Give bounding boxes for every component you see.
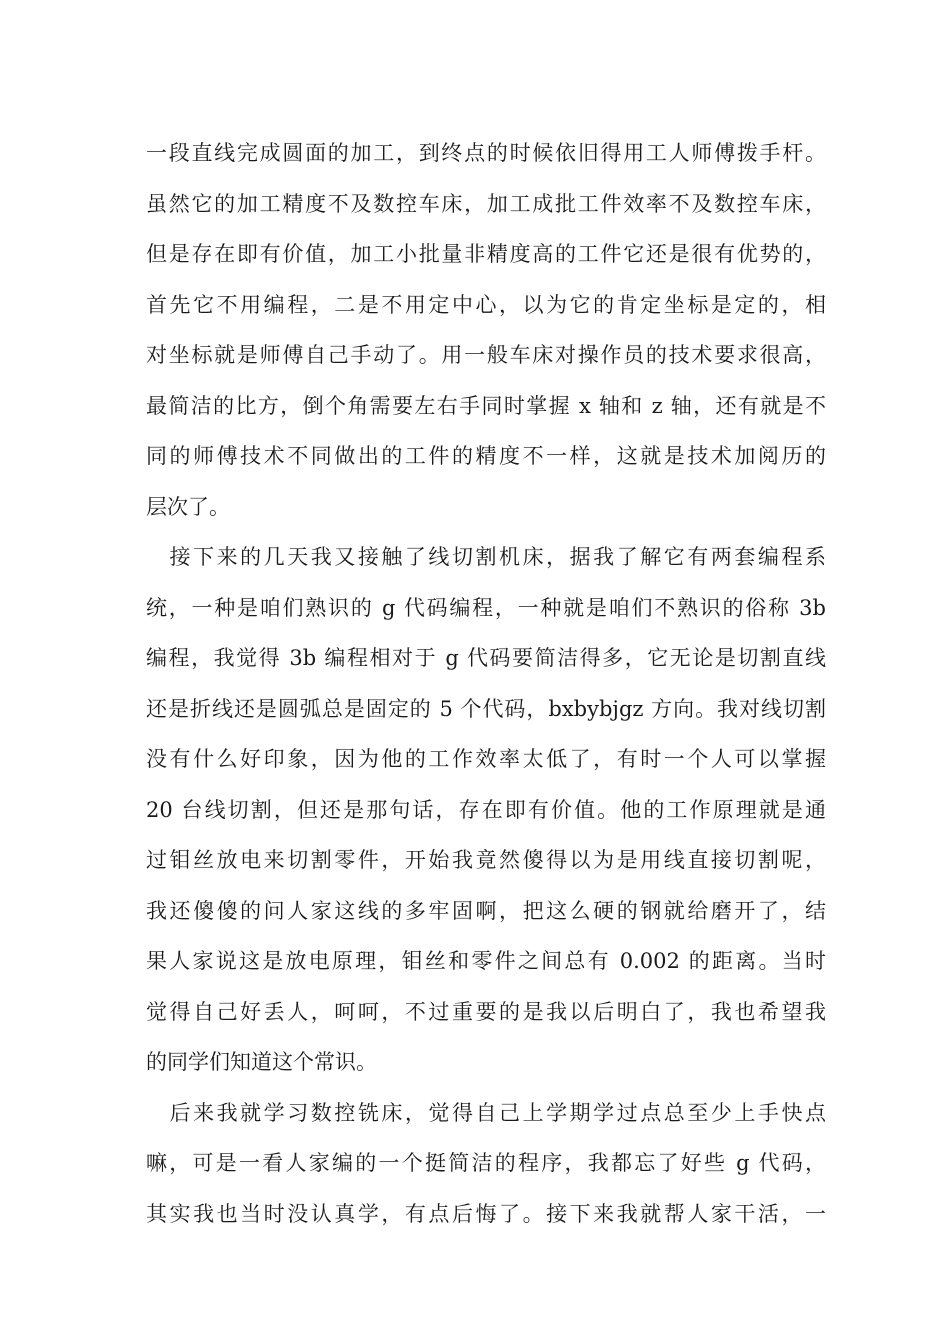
text-line: 统，一种是咱们熟识的 g 代码编程，一种就是咱们不熟识的俗称 3b [146, 595, 826, 620]
text-line: 的同学们知道这个常识。 [146, 1050, 377, 1074]
text-line: 接下来的几天我又接触了线切割机床，据我了解它有两套编程系 [146, 545, 826, 569]
text-line: 其实我也当时没认真学，有点后悔了。接下来我就帮人家干活，一 [146, 1201, 826, 1226]
text-line: 我还傻傻的问人家这线的多牢固啊，把这么硬的钢就给磨开了，结 [146, 898, 826, 923]
text-line: 一段直线完成圆面的加工，到终点的时候依旧得用工人师傅拨手杆。 [146, 141, 826, 165]
text-line: 但是存在即有价值，加工小批量非精度高的工件它还是很有优势的， [146, 242, 826, 266]
text-line: 同的师傅技术不同做出的工件的精度不一样，这就是技术加阅历的 [146, 444, 826, 468]
text-line: 觉得自己好丢人，呵呵，不过重要的是我以后明白了，我也希望我 [146, 999, 826, 1024]
text-line: 嘛，可是一看人家编的一个挺简洁的程序，我都忘了好些 g 代码， [146, 1151, 826, 1175]
text-line: 编程，我觉得 3b 编程相对于 g 代码要简洁得多，它无论是切割直线 [146, 646, 826, 670]
text-line: 过钼丝放电来切割零件，开始我竟然傻得以为是用线直接切割呢， [146, 848, 826, 872]
text-line: 层次了。 [146, 494, 230, 519]
text-line: 果人家说这是放电原理，钼丝和零件之间总有 0.002 的距离。当时 [146, 949, 826, 973]
text-line: 虽然它的加工精度不及数控车床，加工成批工件效率不及数控车床， [146, 191, 826, 216]
text-line: 20 台线切割，但还是那句话，存在即有价值。他的工作原理就是通 [146, 797, 826, 822]
text-line: 后来我就学习数控铣床，觉得自己上学期学过点总至少上手快点 [146, 1100, 826, 1125]
text-line: 最简洁的比方，倒个角需要左右手同时掌握 x 轴和 z 轴，还有就是不 [146, 393, 826, 418]
text-line: 首先它不用编程，二是不用定中心，以为它的肯定坐标是定的，相 [146, 292, 826, 317]
text-line: 没有什么好印象，因为他的工作效率太低了，有时一个人可以掌握 [146, 747, 826, 771]
text-line: 还是折线还是圆弧总是固定的 5 个代码，bxbybjgz 方向。我对线切割 [146, 696, 826, 721]
text-line: 对坐标就是师傅自己手动了。用一般车床对操作员的技术要求很高， [146, 343, 826, 367]
body-text [146, 128, 826, 1239]
